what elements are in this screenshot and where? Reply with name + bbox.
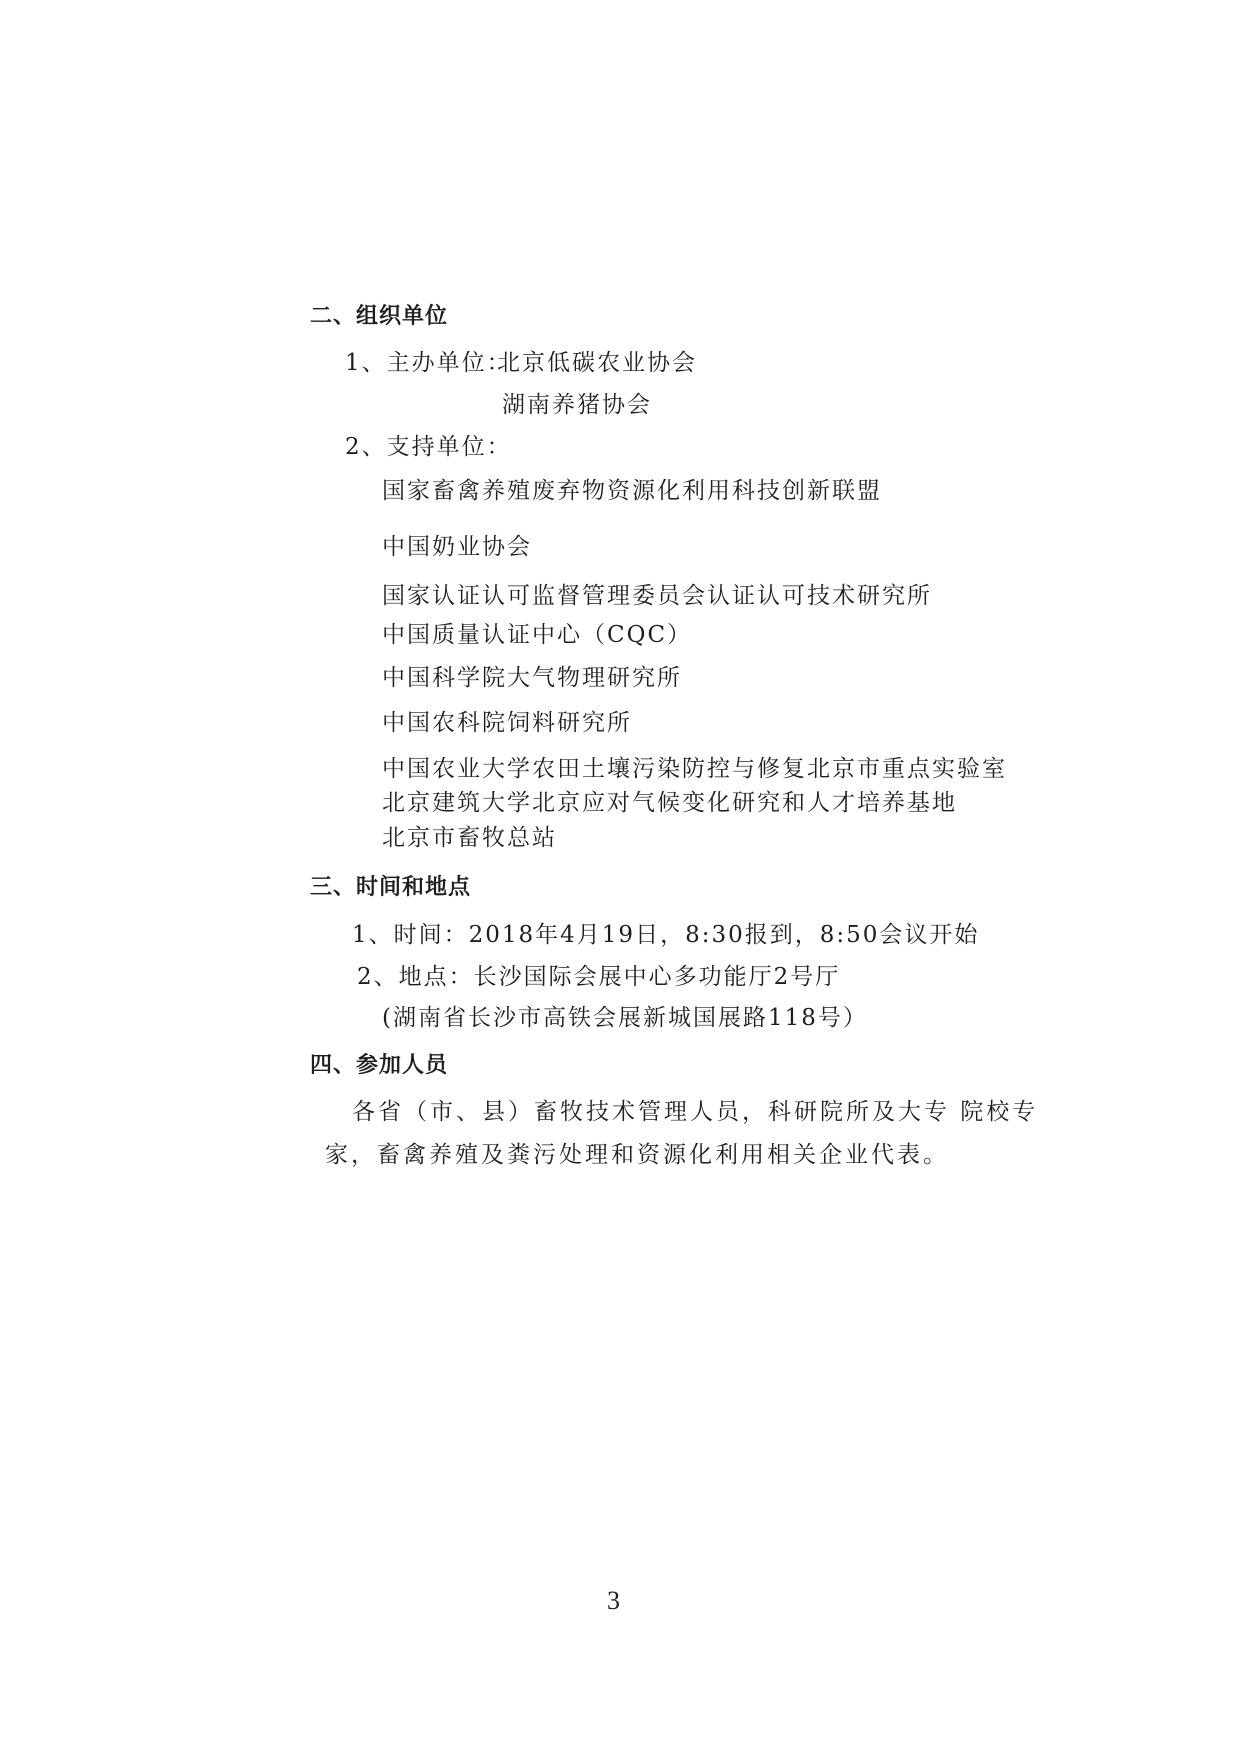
supporter-item: 中国奶业协会 xyxy=(382,534,532,560)
supporter-item: 北京建筑大学北京应对气候变化研究和人才培养基地 xyxy=(382,790,957,816)
page-number: 3 xyxy=(607,1586,620,1615)
meeting-address: (湖南省长沙市高铁会展新城国展路118号） xyxy=(382,1005,868,1031)
host-org-2: 湖南养猪协会 xyxy=(502,392,652,418)
host-org-1: 北京低碳农业协会 xyxy=(497,350,697,376)
supporter-item: 中国质量认证中心（CQC） xyxy=(382,622,693,648)
supporter-item: 国家畜禽养殖废弃物资源化利用科技创新联盟 xyxy=(382,478,882,504)
meeting-time: 1、时间：2018年4月19日，8:30报到，8:50会议开始 xyxy=(352,922,980,948)
support-label: 2、支持单位： xyxy=(345,434,512,460)
host-label: 1、主办单位： xyxy=(345,350,512,376)
participants-paragraph-line-1: 各省（市、县）畜牧技术管理人员，科研院所及大专 院校专 xyxy=(352,1099,1039,1125)
supporter-item: 国家认证认可监督管理委员会认证认可技术研究所 xyxy=(382,583,932,609)
section-3-heading: 三、时间和地点 xyxy=(310,875,472,900)
section-4-heading: 四、参加人员 xyxy=(310,1053,449,1078)
supporter-item: 北京市畜牧总站 xyxy=(382,825,557,851)
supporter-item: 中国农科院饲料研究所 xyxy=(382,710,632,736)
section-2-heading: 二、组织单位 xyxy=(310,304,449,329)
participants-paragraph-line-2: 家，畜禽养殖及粪污处理和资源化利用相关企业代表。 xyxy=(325,1142,949,1168)
supporter-item: 中国农业大学农田土壤污染防控与修复北京市重点实验室 xyxy=(382,756,1007,782)
meeting-place: 2、地点：长沙国际会展中心多功能厅2号厅 xyxy=(357,964,841,990)
supporter-item: 中国科学院大气物理研究所 xyxy=(382,665,682,691)
